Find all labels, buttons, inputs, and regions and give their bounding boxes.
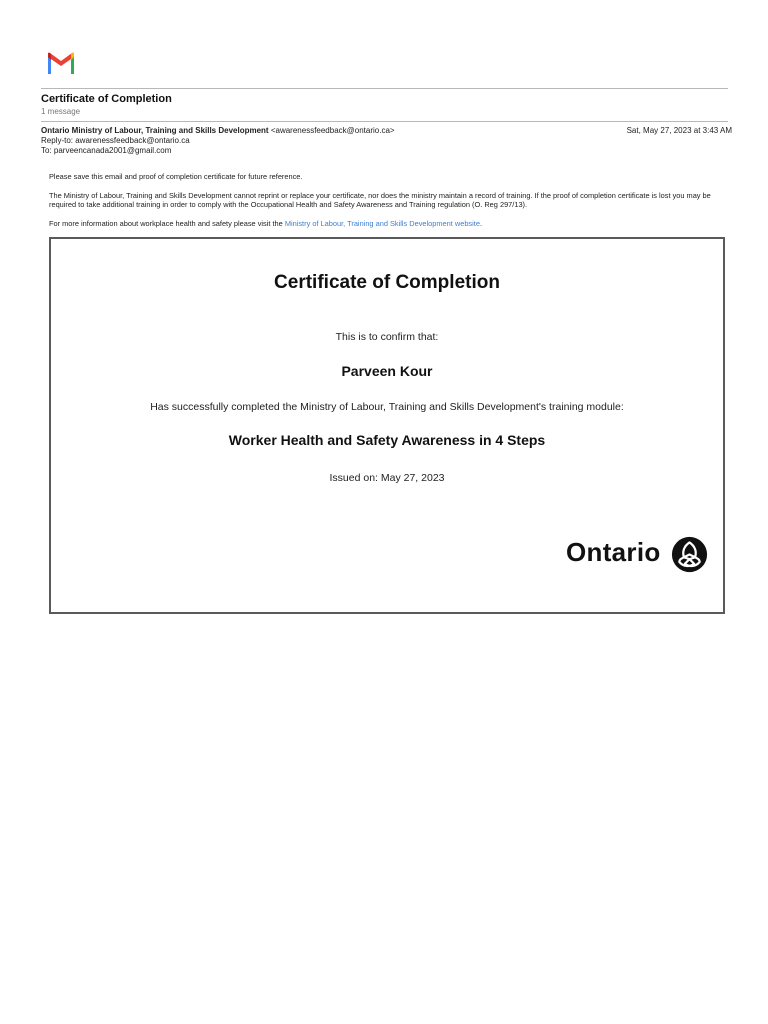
ontario-trillium-icon <box>671 536 708 573</box>
sender-line <box>41 126 395 136</box>
ontario-wordmark: Ontario <box>566 537 661 567</box>
message-count: 1 message <box>41 107 81 116</box>
email-meta <box>41 126 395 156</box>
ministry-website-link[interactable]: Ministry of Labour, Training and Skills Development website <box>284 219 480 228</box>
reply-to: Reply-to: awarenessfeedback@ontario.ca <box>41 136 190 145</box>
subject-divider <box>41 121 728 122</box>
recipient: To: parveencanada2001@gmail.com <box>41 146 172 155</box>
info-prefix: For more information about workplace health and safety please visit the <box>49 219 285 228</box>
body-paragraph-info <box>49 219 729 228</box>
email-date: Sat, May 27, 2023 at 3:43 AM <box>626 126 732 135</box>
body-paragraph-disclaimer: The Ministry of Labour, Training and Skills Development cannot reprint or replace your certificate, nor does the ministry maintain a record of training. If the proof of completion certificate is lost you may be required to take additional training in order to comply with the Occupational Health and Safety Awareness and Training regulation (O. Reg 297/13). <box>49 191 711 210</box>
certificate-panel <box>49 237 725 614</box>
issued-date: Issued on: May 27, 2023 <box>329 472 445 484</box>
email-subject: Certificate of Completion <box>41 93 172 105</box>
confirm-text: This is to confirm that: <box>335 331 439 343</box>
body-paragraph-save: Please save this email and proof of completion certificate for future reference. <box>49 172 303 181</box>
header-divider <box>41 88 728 89</box>
recipient-name: Parveen Kour <box>341 363 433 379</box>
sender-name: Ontario Ministry of Labour, Training and Skills Development <box>41 126 269 135</box>
gmail-logo-icon <box>46 52 76 74</box>
sender-email[interactable]: <awarenessfeedback@ontario.ca> <box>270 126 395 135</box>
module-name: Worker Health and Safety Awareness in 4 Steps <box>228 432 546 448</box>
info-suffix: . <box>479 219 483 228</box>
certificate-title: Certificate of Completion <box>274 272 500 293</box>
completed-text: Has successfully completed the Ministry of Labour, Training and Skills Development's training module: <box>150 401 624 413</box>
